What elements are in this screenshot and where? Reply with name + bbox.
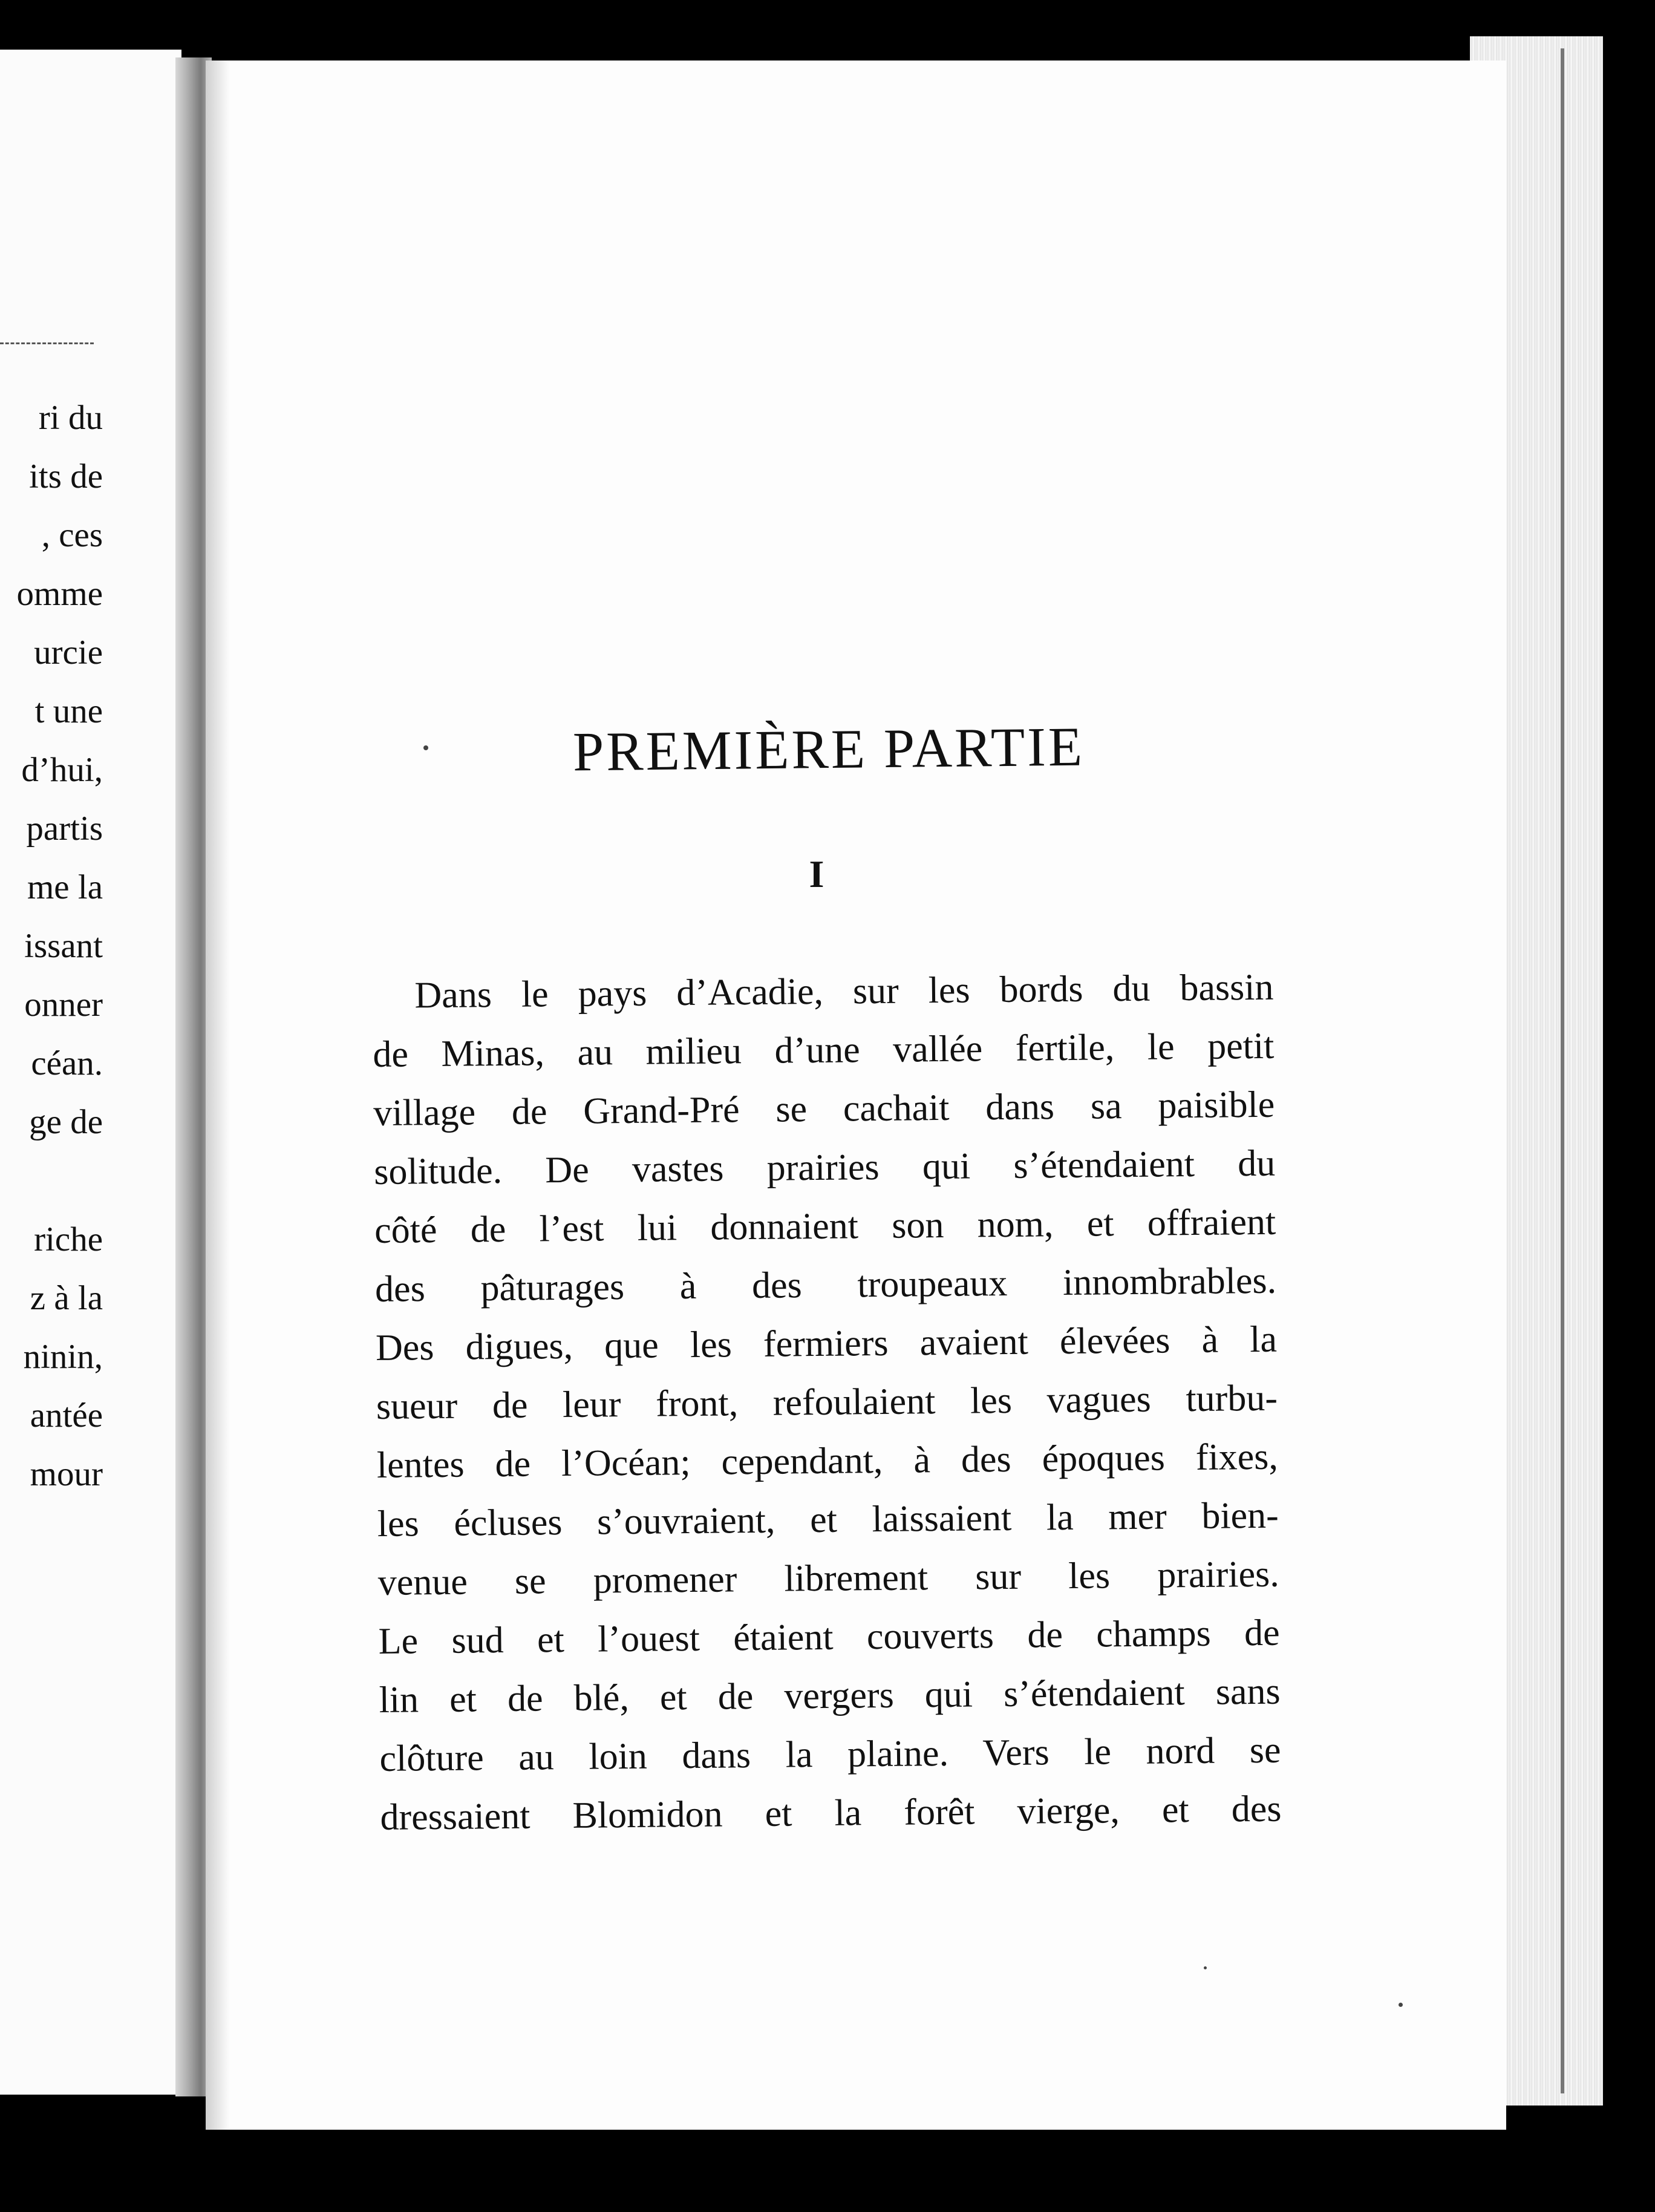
- paragraph-line: lin et de blé, et de vergers qui s’étendaient sans: [379, 1670, 1281, 1721]
- paragraph-line: Des digues, que les fermiers avaient élevées à la: [375, 1318, 1278, 1369]
- left-line: issant: [24, 927, 103, 965]
- left-page-rule: [0, 342, 94, 344]
- book-edge-line: [1561, 48, 1564, 2093]
- left-line: céan.: [31, 1044, 103, 1082]
- paragraph-line: Dans le pays d’Acadie, sur les bords du bassin: [414, 966, 1274, 1016]
- paragraph-line: lentes de l’Océan; cependant, à des époques fixes,: [376, 1436, 1279, 1486]
- left-line: onner: [24, 986, 103, 1024]
- left-line: ri du: [38, 399, 103, 437]
- paragraph-line: solitude. De vastes prairies qui s’étendaient du: [373, 1142, 1276, 1193]
- paragraph-line: de Minas, au milieu d’une vallée fertile, le petit: [373, 1025, 1275, 1075]
- paragraph-line: village de Grand-Pré se cachait dans sa paisible: [373, 1084, 1275, 1134]
- paragraph-line: venue se promener librement sur les prairies.: [377, 1553, 1280, 1603]
- left-line: ge de: [29, 1103, 103, 1141]
- left-line: , ces: [41, 516, 103, 554]
- paragraph-line: clôture au loin dans la plaine. Vers le nord se: [379, 1729, 1281, 1779]
- left-line: me la: [27, 868, 103, 906]
- left-line: urcie: [34, 633, 103, 672]
- paragraph-line: les écluses s’ouvraient, et laissaient la mer bien-: [377, 1494, 1279, 1545]
- left-line-gap: [0, 1151, 103, 1210]
- left-line: partis: [26, 810, 103, 848]
- paragraph-line: côté de l’est lui donnaient son nom, et offraient: [374, 1201, 1276, 1251]
- left-line: riche: [34, 1220, 103, 1258]
- body-paragraph: [372, 958, 1282, 1847]
- left-line: its de: [29, 457, 103, 496]
- paragraph-line: des pâturages à des troupeaux innombrables.: [374, 1260, 1277, 1310]
- chapter-title: PREMIÈRE PARTIE: [572, 715, 1085, 783]
- left-line: mour: [30, 1455, 103, 1493]
- left-line: ninin,: [23, 1338, 103, 1376]
- left-line: antée: [30, 1396, 103, 1435]
- paragraph-line: dressaient Blomidon et la forêt vierge, et des: [380, 1788, 1282, 1838]
- left-line: omme: [16, 575, 103, 613]
- left-page-text: [0, 388, 103, 1504]
- paragraph-line: Le sud et l’ouest étaient couverts de champs de: [378, 1612, 1280, 1662]
- left-line: z à la: [30, 1279, 103, 1317]
- paragraph-line: sueur de leur front, refoulaient les vagues turbu-: [376, 1377, 1278, 1427]
- left-line: t une: [34, 692, 103, 730]
- section-numeral: I: [809, 852, 824, 895]
- dust-speck: [1204, 1966, 1207, 1969]
- dust-speck: [423, 745, 428, 750]
- left-line: d’hui,: [21, 751, 103, 789]
- gutter-shadow: [206, 61, 230, 2130]
- dust-speck: [1399, 2003, 1403, 2007]
